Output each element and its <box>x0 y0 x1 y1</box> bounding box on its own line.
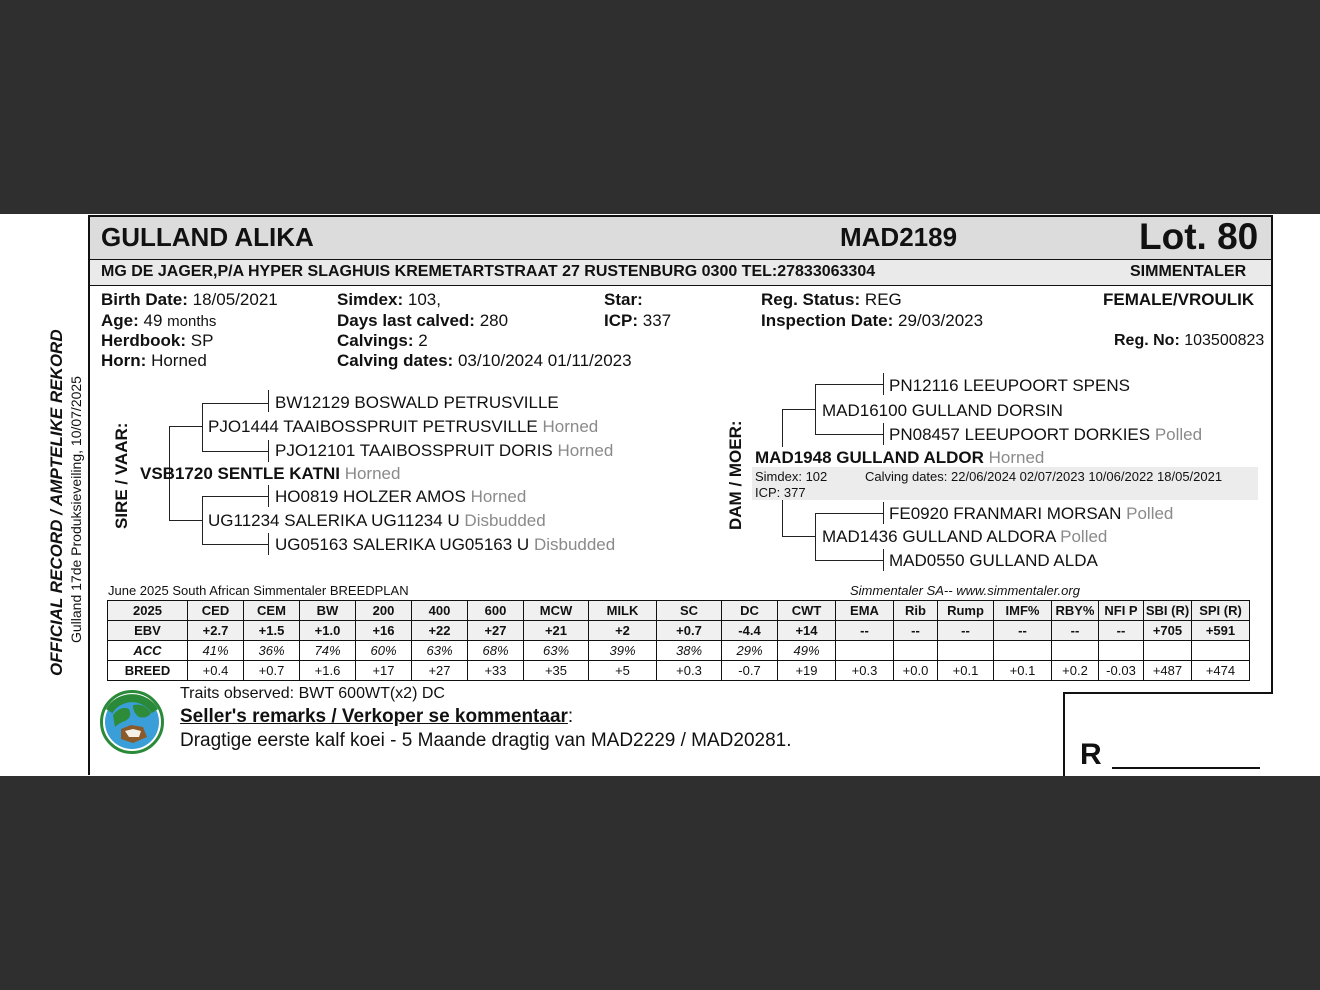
pedigree-line <box>202 403 268 404</box>
remarks-text: Dragtige eerste kalf koei - 5 Maande dragtig van MAD2229 / MAD20281. <box>180 730 792 751</box>
star: Star: <box>604 290 643 309</box>
calvings: Calvings: 2 <box>337 331 428 350</box>
ebv-cell: EMA <box>836 601 894 621</box>
reg-status: Reg. Status: REG <box>761 290 902 309</box>
ebv-cell: +0.1 <box>994 661 1052 681</box>
sire-dam-sire: HO0819 HOLZER AMOS Horned <box>275 487 527 506</box>
sire-label: SIRE / VAAR: <box>112 422 131 529</box>
frame-line <box>1271 215 1273 694</box>
pedigree-line <box>883 549 884 571</box>
ebv-cell: 68% <box>468 641 524 661</box>
globe-icon <box>103 693 161 751</box>
pedigree-line <box>815 513 883 514</box>
ebv-cell: ACC <box>108 641 188 661</box>
ebv-cell: NFI P <box>1099 601 1144 621</box>
ebv-cell: 63% <box>412 641 468 661</box>
ebv-cell: BREED <box>108 661 188 681</box>
ebv-cell: SPI (R) <box>1192 601 1250 621</box>
ebv-cell: +16 <box>356 621 412 641</box>
frame-line <box>88 215 90 775</box>
sire-dam: UG11234 SALERIKA UG11234 U Disbudded <box>208 511 546 530</box>
ebv-cell: MCW <box>524 601 589 621</box>
ebv-cell: -0.7 <box>722 661 778 681</box>
ebv-cell: +35 <box>524 661 589 681</box>
pedigree-line <box>883 373 884 395</box>
ebv-cell <box>1052 641 1099 661</box>
ebv-cell: SC <box>657 601 722 621</box>
ebv-cell: 200 <box>356 601 412 621</box>
ebv-cell <box>1144 641 1192 661</box>
age: Age: 49 months <box>101 311 217 330</box>
traits-observed: Traits observed: BWT 600WT(x2) DC <box>180 685 445 702</box>
ebv-cell: -0.03 <box>1099 661 1144 681</box>
dam-sire-sire: PN12116 LEEUPOORT SPENS <box>889 376 1130 395</box>
dam-simdex: Simdex: 102 <box>755 469 828 484</box>
ebv-cell: +474 <box>1192 661 1250 681</box>
remarks-title: Seller's remarks / Verkoper se kommentaar: <box>180 706 574 727</box>
ebv-cell: +5 <box>589 661 657 681</box>
ebv-cell: +2.7 <box>188 621 244 641</box>
sex: FEMALE/VROULIK <box>1103 290 1255 309</box>
ebv-cell: 74% <box>300 641 356 661</box>
ebv-cell: CEM <box>244 601 300 621</box>
sire-dam-dam: UG05163 SALERIKA UG05163 U Disbudded <box>275 535 616 554</box>
ebv-cell <box>1192 641 1250 661</box>
breed-row <box>108 661 1250 681</box>
frame-line <box>89 215 1273 217</box>
ebv-cell: CWT <box>778 601 836 621</box>
ebv-cell: +2 <box>589 621 657 641</box>
ebv-cell: +0.2 <box>1052 661 1099 681</box>
ebv-cell: +0.4 <box>188 661 244 681</box>
ebv-cell <box>994 641 1052 661</box>
pedigree-line <box>815 513 816 560</box>
ebv-cell: +17 <box>356 661 412 681</box>
ebv-cell: +0.1 <box>938 661 994 681</box>
owner-line: MG DE JAGER,P/A HYPER SLAGHUIS KREMETARTSTRAAT 27 RUSTENBURG 0300 TEL:27833063304 <box>101 263 876 280</box>
ebv-cell: 39% <box>589 641 657 661</box>
sire-sire-dam: PJO12101 TAAIBOSSPRUIT DORIS Horned <box>275 441 614 460</box>
dam-name: MAD1948 GULLAND ALDOR Horned <box>755 448 1045 467</box>
ebv-cell <box>938 641 994 661</box>
sire-name: VSB1720 SENTLE KATNI Horned <box>140 464 401 483</box>
ebv-cell: 38% <box>657 641 722 661</box>
pedigree-line <box>202 451 268 452</box>
ebv-cell: IMF% <box>994 601 1052 621</box>
ebv-cell: MILK <box>589 601 657 621</box>
pedigree-line <box>268 533 269 555</box>
price-label: R <box>1080 738 1102 771</box>
ebv-cell: 29% <box>722 641 778 661</box>
dam-dam-dam: MAD0550 GULLAND ALDA <box>889 551 1098 570</box>
ebv-cell: 63% <box>524 641 589 661</box>
horn-status: Horn: Horned <box>101 351 207 370</box>
pedigree-line <box>202 496 203 544</box>
pedigree-line <box>268 440 269 462</box>
sire-sire-sire: BW12129 BOSWALD PETRUSVILLE <box>275 393 559 412</box>
simdex: Simdex: 103, <box>337 290 441 309</box>
days-last-calved: Days last calved: 280 <box>337 311 509 330</box>
simmentaler-logo <box>100 690 164 754</box>
dam-sire-dam: PN08457 LEEUPOORT DORKIES Polled <box>889 425 1203 444</box>
pedigree-line <box>815 384 816 434</box>
dam-icp: ICP: 377 <box>755 485 806 500</box>
pedigree-line <box>169 426 202 427</box>
animal-id: MAD2189 <box>840 222 958 252</box>
ebv-cell: +14 <box>778 621 836 641</box>
ebv-cell: +0.3 <box>836 661 894 681</box>
calving-dates: Calving dates: 03/10/2024 01/11/2023 <box>337 351 632 370</box>
ebv-cell: 41% <box>188 641 244 661</box>
pedigree-line <box>202 496 268 497</box>
animal-name: GULLAND ALIKA <box>101 222 314 252</box>
pedigree-line <box>782 409 815 410</box>
official-record-label: OFFICIAL RECORD / AMPTELIKE REKORD <box>47 329 66 676</box>
herdbook: Herdbook: SP <box>101 331 214 350</box>
ebv-cell <box>1099 641 1144 661</box>
inspection-date: Inspection Date: 29/03/2023 <box>761 311 984 330</box>
ebv-cell: +27 <box>412 661 468 681</box>
ebv-cell: DC <box>722 601 778 621</box>
acc-row <box>108 641 1250 661</box>
ebv-cell: -- <box>1099 621 1144 641</box>
pedigree-line <box>202 403 203 451</box>
ebv-cell: -- <box>1052 621 1099 641</box>
frame-line <box>1063 692 1273 694</box>
ebv-cell: 400 <box>412 601 468 621</box>
ebv-cell: -4.4 <box>722 621 778 641</box>
breedplan-caption: June 2025 South African Simmentaler BREEDPLAN <box>108 583 409 598</box>
ebv-cell: +22 <box>412 621 468 641</box>
website: Simmentaler SA-- www.simmentaler.org <box>850 583 1080 598</box>
ebv-cell: 36% <box>244 641 300 661</box>
birth-date: Birth Date: 18/05/2021 <box>101 290 278 309</box>
ebv-cell: +21 <box>524 621 589 641</box>
ebv-cell: -- <box>836 621 894 641</box>
pedigree-line <box>883 502 884 524</box>
pedigree-line <box>782 536 815 537</box>
ebv-cell <box>836 641 894 661</box>
pedigree-line <box>815 384 883 385</box>
ebv-cell: +19 <box>778 661 836 681</box>
ebv-cell: +0.7 <box>244 661 300 681</box>
ebv-cell: CED <box>188 601 244 621</box>
ebv-cell: +1.0 <box>300 621 356 641</box>
pedigree-line <box>782 409 783 447</box>
ebv-cell: -- <box>894 621 938 641</box>
ebv-cell: +0.0 <box>894 661 938 681</box>
ebv-cell: RBY% <box>1052 601 1099 621</box>
dam-dam: MAD1436 GULLAND ALDORA Polled <box>822 527 1108 546</box>
price-line[interactable] <box>1112 767 1260 769</box>
ebv-cell: Rump <box>938 601 994 621</box>
ebv-header-row <box>108 601 1250 621</box>
reg-no: Reg. No: 103500823 <box>1114 332 1265 349</box>
pedigree-line <box>169 520 202 521</box>
ebv-cell: +1.6 <box>300 661 356 681</box>
pedigree-line <box>268 485 269 507</box>
dam-calving-dates: Calving dates: 22/06/2024 02/07/2023 10/06/2022 18/05/2021 <box>865 469 1223 484</box>
pedigree-line <box>782 500 783 536</box>
ebv-cell: +487 <box>1144 661 1192 681</box>
pedigree-line <box>202 544 268 545</box>
lot-number: Lot. 80 <box>1139 216 1259 257</box>
dam-label: DAM / MOER: <box>726 420 745 530</box>
pedigree-line <box>815 560 883 561</box>
ebv-cell: -- <box>938 621 994 641</box>
ebv-cell: EBV <box>108 621 188 641</box>
ebv-cell: +0.3 <box>657 661 722 681</box>
ebv-cell: 49% <box>778 641 836 661</box>
breed-name: SIMMENTALER <box>1130 263 1247 280</box>
icp: ICP: 337 <box>604 311 672 330</box>
frame-line <box>1063 692 1065 776</box>
ebv-cell: +33 <box>468 661 524 681</box>
ebv-cell: 60% <box>356 641 412 661</box>
ebv-cell: -- <box>994 621 1052 641</box>
dam-dam-sire: FE0920 FRANMARI MORSAN Polled <box>889 504 1174 523</box>
ebv-row <box>108 621 1250 641</box>
ebv-cell: +27 <box>468 621 524 641</box>
ebv-cell: +705 <box>1144 621 1192 641</box>
ebv-cell: +0.7 <box>657 621 722 641</box>
ebv-cell: 600 <box>468 601 524 621</box>
pedigree-line <box>268 390 269 412</box>
pedigree-line <box>883 423 884 445</box>
ebv-table <box>107 600 1250 681</box>
ebv-cell: 2025 <box>108 601 188 621</box>
dam-sire: MAD16100 GULLAND DORSIN <box>822 401 1063 420</box>
ebv-cell: +591 <box>1192 621 1250 641</box>
ebv-cell: +1.5 <box>244 621 300 641</box>
pedigree-line <box>815 434 883 435</box>
sire-sire: PJO1444 TAAIBOSSPRUIT PETRUSVILLE Horned <box>208 417 599 436</box>
ebv-cell: BW <box>300 601 356 621</box>
ebv-cell: SBI (R) <box>1144 601 1192 621</box>
ebv-cell <box>894 641 938 661</box>
auction-label: Gulland 17de Produksieveiling, 10/07/2025 <box>68 376 84 643</box>
ebv-cell: Rib <box>894 601 938 621</box>
